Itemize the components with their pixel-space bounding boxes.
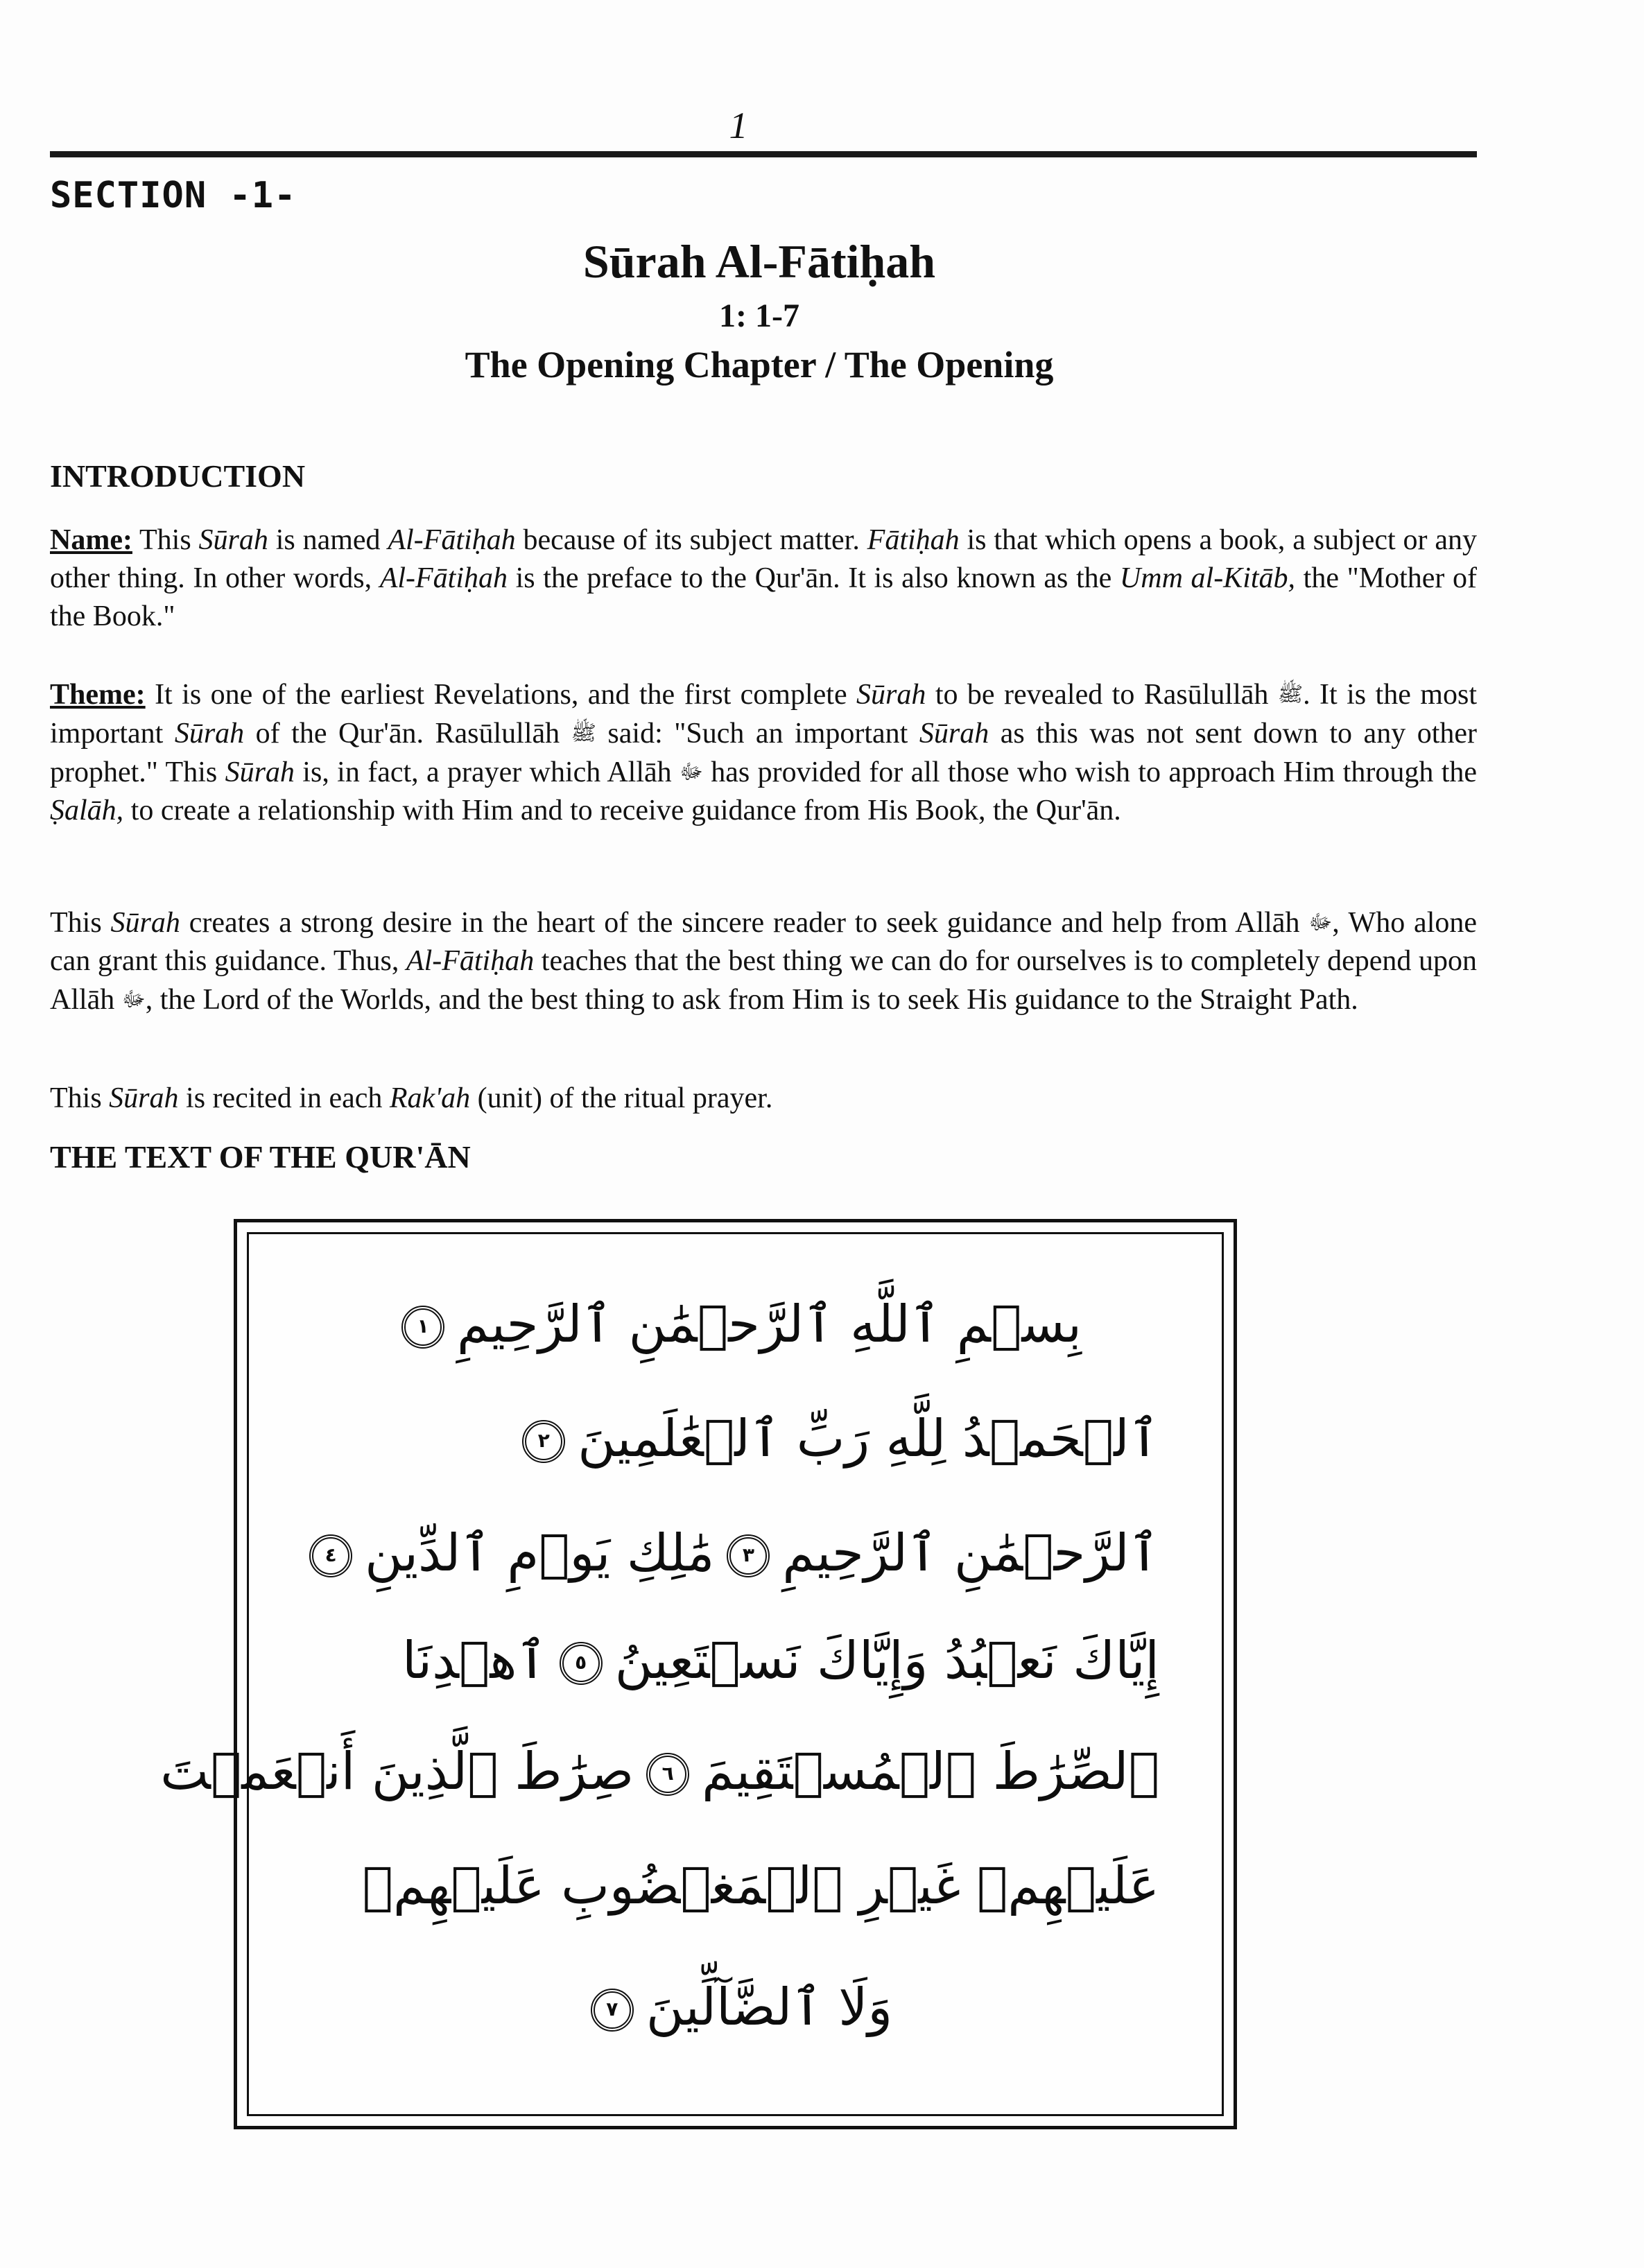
- recited-paragraph: [50, 1080, 1477, 1118]
- page-number: 1: [729, 105, 748, 146]
- ayah-line-4: [311, 1612, 1159, 1709]
- desire-italic: Al-Fātiḥah: [406, 945, 535, 977]
- ayah-number-marker: ٢: [522, 1420, 565, 1463]
- ayah-line-5: [160, 1723, 1159, 1820]
- theme-text: is, in fact, a prayer which Allāh: [294, 756, 680, 788]
- theme-text: of the Qur'ān. Rasūlullāh: [244, 718, 571, 750]
- recited-italic: Sūrah: [109, 1082, 179, 1114]
- desire-text: teaches that the best thing we can do for ourselves is to completely depend upon Allāh: [50, 945, 1477, 1016]
- introduction-heading: INTRODUCTION: [50, 458, 306, 494]
- desire-text: , Who alone can grant this guidance. Thus,: [50, 907, 1478, 977]
- name-paragraph: [50, 521, 1477, 636]
- section-label: SECTION -1-: [50, 175, 297, 216]
- recited-text: (unit) of the ritual prayer.: [470, 1082, 773, 1114]
- ayah-text: بِسۡمِ ٱللَّهِ ٱلرَّحۡمَٰنِ ٱلرَّحِيمِ: [457, 1295, 1082, 1354]
- honorific-icon: ﷺ: [1277, 683, 1304, 706]
- name-italic: Sūrah: [198, 524, 268, 556]
- ayah-line-1: [311, 1276, 1159, 1373]
- ayah-text: ٱهۡدِنَا: [401, 1631, 547, 1690]
- ayah-number-marker: ٦: [646, 1753, 689, 1796]
- theme-text: It is one of the earliest Revelations, and the first complete: [145, 679, 857, 711]
- ayah-number-marker: ٧: [591, 1989, 634, 2032]
- theme-text: . It is the most important: [50, 679, 1477, 750]
- desire-text: creates a strong desire in the heart of the sincere reader to seek guidance and help from Allāh: [180, 907, 1309, 939]
- ayah-line-2: [311, 1390, 1159, 1487]
- ayah-line-7: [311, 1959, 1159, 2056]
- surah-title: Sūrah Al-Fātiḥah: [582, 235, 936, 288]
- ayah-number-marker: ٣: [727, 1534, 770, 1577]
- name-text: This: [132, 524, 199, 556]
- ayah-number-marker: ٤: [309, 1534, 352, 1577]
- ayah-line-3: [311, 1505, 1159, 1602]
- honorific-icon: ﷻ: [121, 988, 146, 1011]
- theme-italic: Sūrah: [856, 679, 926, 711]
- surah-reference: 1: 1-7: [719, 297, 799, 334]
- desire-italic: Sūrah: [110, 907, 180, 939]
- desire-text: This: [50, 907, 111, 939]
- quran-inner-border: [160, 1232, 1224, 2116]
- honorific-icon: ﷻ: [1308, 911, 1333, 934]
- recited-text: This: [50, 1082, 110, 1114]
- name-text: is the preface to the Qur'ān. It is also known as the: [508, 562, 1120, 594]
- recited-italic: Rak'ah: [389, 1082, 471, 1114]
- quran-text-heading: THE TEXT OF THE QUR'ĀN: [50, 1139, 471, 1175]
- name-text: because of its subject matter.: [515, 524, 867, 556]
- ayah-text: صِرَٰطَ ٱلَّذِينَ أَنۡعَمۡتَ: [160, 1742, 634, 1801]
- ayah-text: مَٰلِكِ يَوۡمِ ٱلدِّينِ: [365, 1523, 715, 1583]
- honorific-icon: ﷻ: [680, 761, 703, 784]
- theme-italic: Sūrah: [225, 756, 295, 788]
- theme-italic: Sūrah: [174, 718, 245, 750]
- ayah-text: ٱلۡحَمۡدُ لِلَّهِ رَبِّ ٱلۡعَٰلَمِينَ: [578, 1409, 1159, 1469]
- ayah-line-6: [311, 1837, 1159, 1934]
- name-italic: Umm al-Kitāb,: [1119, 562, 1296, 594]
- theme-label: Theme:: [50, 679, 146, 711]
- desire-paragraph: [50, 903, 1477, 1019]
- quran-frame: [160, 1219, 1237, 2129]
- theme-italic: Ṣalāh,: [50, 795, 124, 826]
- ayah-text: عَلَيۡهِمۡ غَيۡرِ ٱلۡمَغۡضُوبِ عَلَيۡهِمۡ: [362, 1856, 1159, 1916]
- theme-text: said: "Such an important: [596, 718, 919, 750]
- name-text: is named: [268, 524, 388, 556]
- theme-paragraph: [50, 675, 1477, 830]
- name-italic: Fātiḥah: [867, 524, 960, 556]
- name-label: Name:: [50, 524, 132, 556]
- ayah-text: ٱلرَّحۡمَٰنِ ٱلرَّحِيمِ: [782, 1523, 1159, 1583]
- name-italic: Al-Fātiḥah: [388, 524, 516, 556]
- theme-text: has provided for all those who wish to approach Him through the: [702, 756, 1478, 788]
- name-text: the "Mother of the Book.": [50, 562, 1477, 632]
- ayah-text: إِيَّاكَ نَعۡبُدُ وَإِيَّاكَ نَسۡتَعِينُ: [614, 1631, 1159, 1690]
- recited-text: is recited in each: [178, 1082, 390, 1114]
- theme-italic: Sūrah: [919, 718, 989, 750]
- name-text: is that which opens a book, a subject or any other thing. In other words,: [50, 524, 1477, 594]
- name-italic: Al-Fātiḥah: [379, 562, 508, 594]
- surah-subtitle: The Opening Chapter / The Opening: [465, 344, 1054, 386]
- header-rule: [50, 151, 1477, 157]
- desire-text: , the Lord of the Worlds, and the best thing to ask from Him is to seek His guidance to the Straight Path.: [145, 984, 1358, 1016]
- theme-text: as this was not sent down to any other prophet." This: [50, 718, 1477, 788]
- ayah-number-marker: ٥: [560, 1642, 603, 1685]
- ayah-text: ٱلصِّرَٰطَ ٱلۡمُسۡتَقِيمَ: [702, 1742, 1159, 1801]
- ayah-text: وَلَا ٱلضَّآلِّينَ: [646, 1977, 893, 2037]
- honorific-icon: ﷺ: [571, 722, 596, 745]
- theme-text: to create a relationship with Him and to receive guidance from His Book, the Qur'ān.: [123, 795, 1121, 826]
- ayah-number-marker: ١: [401, 1306, 444, 1349]
- theme-text: to be revealed to Rasūlullāh: [926, 679, 1278, 711]
